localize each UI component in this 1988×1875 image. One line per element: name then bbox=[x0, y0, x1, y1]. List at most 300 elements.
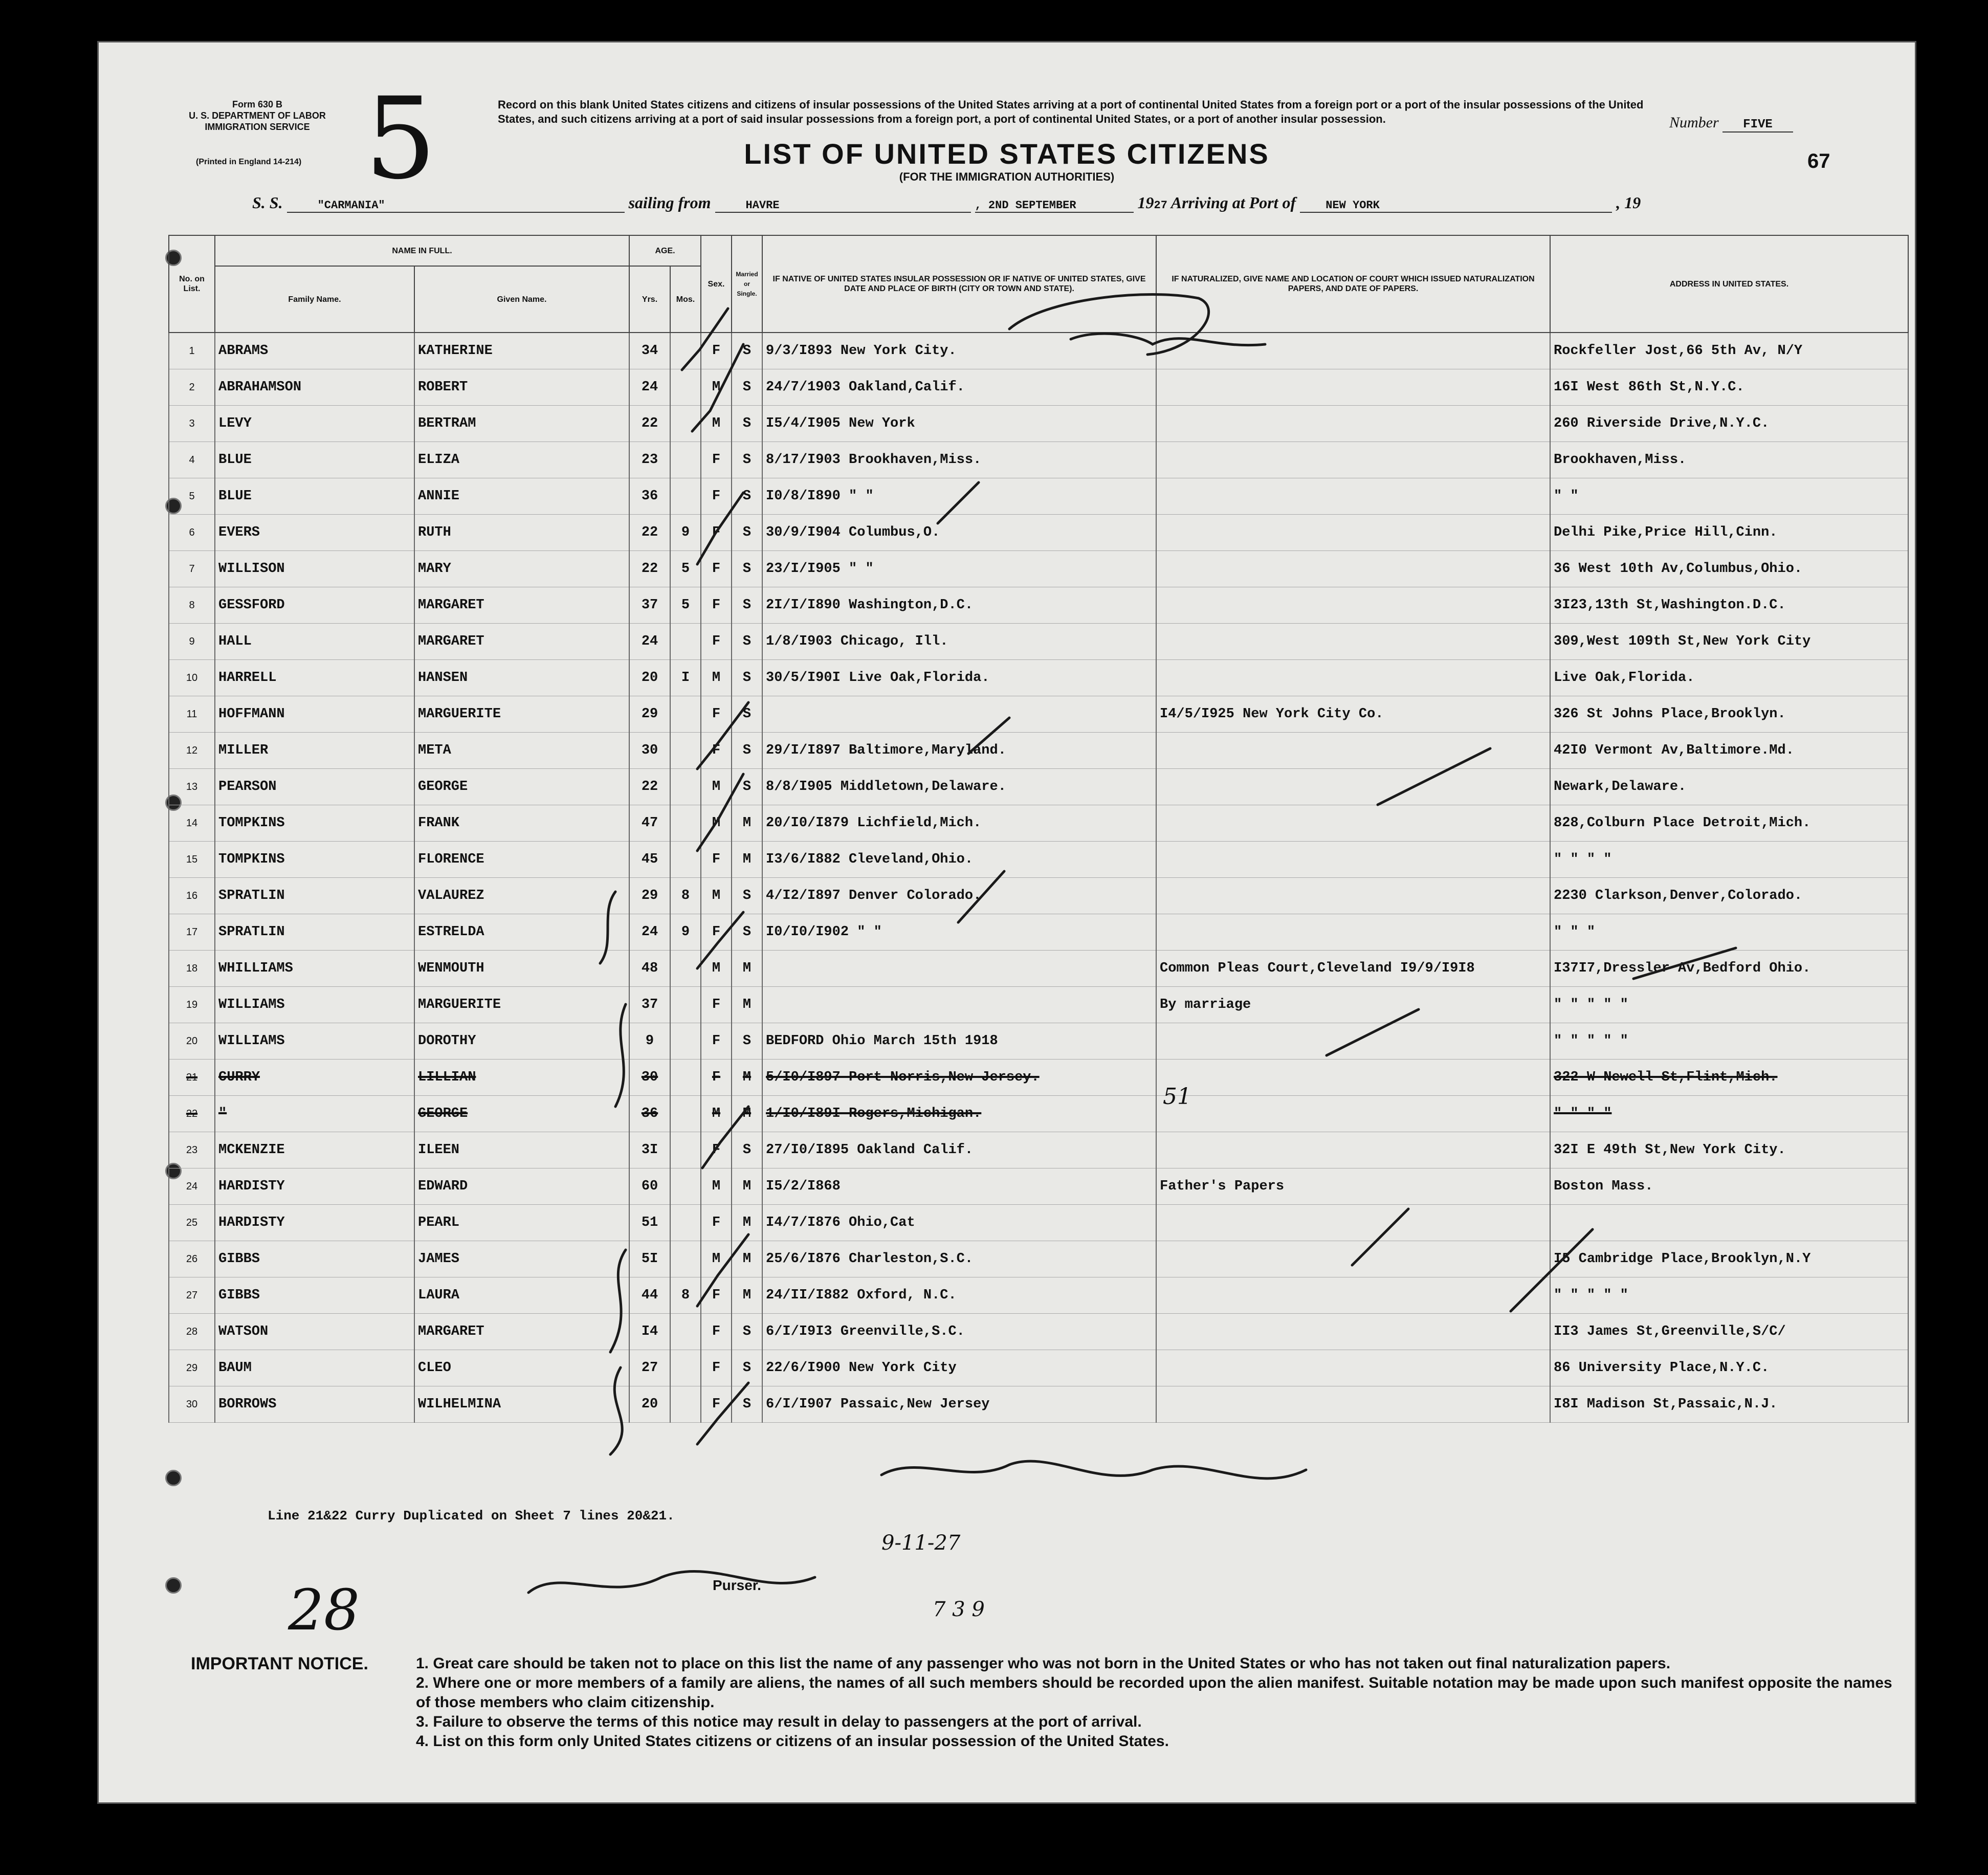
naturalization-info: Father's Papers bbox=[1156, 1168, 1550, 1205]
family-name: WILLIAMS bbox=[215, 1023, 414, 1060]
sex: F bbox=[701, 1350, 732, 1386]
family-name: WILLIAMS bbox=[215, 987, 414, 1023]
row-number: 21 bbox=[169, 1060, 215, 1096]
age-years: 29 bbox=[629, 878, 670, 914]
row-number: 28 bbox=[169, 1314, 215, 1350]
sex: F bbox=[701, 1205, 732, 1241]
check-mark bbox=[958, 871, 1004, 922]
us-address: I8I Madison St,Passaic,N.J. bbox=[1550, 1386, 1908, 1423]
age-years: 37 bbox=[629, 587, 670, 624]
given-name: JAMES bbox=[414, 1241, 629, 1277]
us-address: 326 St Johns Place,Brooklyn. bbox=[1550, 696, 1908, 733]
given-name: RUTH bbox=[414, 515, 629, 551]
given-name: KATHERINE bbox=[414, 333, 629, 369]
family-name: " bbox=[215, 1096, 414, 1132]
year-label: 19 bbox=[1137, 193, 1154, 212]
age-years: 47 bbox=[629, 805, 670, 842]
col-mos: Mos. bbox=[670, 266, 701, 333]
check-mark bbox=[697, 702, 748, 769]
marital-status: S bbox=[732, 551, 762, 587]
age-months: 9 bbox=[670, 914, 701, 951]
family-name: HARDISTY bbox=[215, 1205, 414, 1241]
marital-status: S bbox=[732, 478, 762, 515]
row-number: 19 bbox=[169, 987, 215, 1023]
check-mark bbox=[697, 1234, 748, 1306]
us-address: " " " " " bbox=[1550, 1277, 1908, 1314]
given-name: LAURA bbox=[414, 1277, 629, 1314]
birth-info: 20/I0/I879 Lichfield,Mich. bbox=[762, 805, 1156, 842]
family-name: CURRY bbox=[215, 1060, 414, 1096]
notice-item-3: 3. Failure to observe the terms of this notice may result in delay to passengers at the port of arrival. bbox=[416, 1713, 1142, 1730]
check-mark bbox=[697, 774, 743, 851]
purser-signature bbox=[528, 1571, 815, 1593]
age-years: 36 bbox=[629, 478, 670, 515]
row-number: 20 bbox=[169, 1023, 215, 1060]
scribble bbox=[1071, 334, 1265, 345]
check-mark bbox=[692, 344, 743, 431]
arriving-label: Arriving at Port of bbox=[1170, 193, 1296, 212]
row-number: 17 bbox=[169, 914, 215, 951]
given-name: DOROTHY bbox=[414, 1023, 629, 1060]
ship-name: "CARMANIA" bbox=[287, 199, 625, 213]
family-name: BAUM bbox=[215, 1350, 414, 1386]
given-name: PEARL bbox=[414, 1205, 629, 1241]
handwritten-51: 51 bbox=[1163, 1084, 1191, 1110]
printed-note: (Printed in England 14-214) bbox=[196, 158, 302, 166]
sex: F bbox=[701, 478, 732, 515]
sex: F bbox=[701, 1132, 732, 1168]
row-number: 24 bbox=[169, 1168, 215, 1205]
naturalization-info: Common Pleas Court,Cleveland I9/9/I9I8 bbox=[1156, 951, 1550, 987]
number-label: Number bbox=[1669, 114, 1719, 131]
notice-item-2: 2. Where one or more members of a family are aliens, the names of all such members should be recorded upon the alien manifest. Suitable notation may be made upon such manifest opposite the names of those members who claim citizenship. bbox=[416, 1674, 1892, 1711]
age-years: 45 bbox=[629, 842, 670, 878]
birth-info: 2I/I/I890 Washington,D.C. bbox=[762, 587, 1156, 624]
notice-block bbox=[191, 1654, 1899, 1751]
us-address: " " " " bbox=[1550, 1096, 1908, 1132]
age-years: 51 bbox=[629, 1205, 670, 1241]
given-name: FRANK bbox=[414, 805, 629, 842]
birth-info: 24/7/1903 Oakland,Calif. bbox=[762, 369, 1156, 406]
row-number: 9 bbox=[169, 624, 215, 660]
family-name: HARDISTY bbox=[215, 1168, 414, 1205]
us-address: 86 University Place,N.Y.C. bbox=[1550, 1350, 1908, 1386]
birth-info: 27/I0/I895 Oakland Calif. bbox=[762, 1132, 1156, 1168]
age-years: 22 bbox=[629, 551, 670, 587]
department: U. S. DEPARTMENT OF LABOR bbox=[189, 111, 326, 121]
page-subtitle: (FOR THE IMMIGRATION AUTHORITIES) bbox=[899, 170, 1115, 183]
signature-date: 9-11-27 bbox=[881, 1531, 961, 1555]
marital-status: S bbox=[732, 1023, 762, 1060]
row-number: 2 bbox=[169, 369, 215, 406]
age-years: 24 bbox=[629, 369, 670, 406]
marital-status: M bbox=[732, 987, 762, 1023]
row-number: 16 bbox=[169, 878, 215, 914]
handwriting-overlay bbox=[99, 42, 1915, 1802]
given-name: LILLIAN bbox=[414, 1060, 629, 1096]
sex: M bbox=[701, 406, 732, 442]
check-mark bbox=[682, 308, 728, 370]
family-name: HALL bbox=[215, 624, 414, 660]
marital-status: M bbox=[732, 1060, 762, 1096]
birth-info: 22/6/I900 New York City bbox=[762, 1350, 1156, 1386]
birth-info: I0/8/I890 " " bbox=[762, 478, 1156, 515]
row-number: 1 bbox=[169, 333, 215, 369]
marital-status: S bbox=[732, 696, 762, 733]
scribble bbox=[615, 1004, 626, 1107]
row-number: 23 bbox=[169, 1132, 215, 1168]
sex: M bbox=[701, 1241, 732, 1277]
given-name: HANSEN bbox=[414, 660, 629, 696]
us-address: 32I E 49th St,New York City. bbox=[1550, 1132, 1908, 1168]
col-birth: IF NATIVE OF UNITED STATES INSULAR POSSESSION OR IF NATIVE OF UNITED STATES, GIVE DATE AND PLACE OF BIRTH (CITY OR TOWN AND STATE). bbox=[762, 235, 1156, 333]
check-mark bbox=[697, 912, 743, 968]
page-title: LIST OF UNITED STATES CITIZENS bbox=[744, 138, 1270, 170]
row-number: 18 bbox=[169, 951, 215, 987]
given-name: GEORGE bbox=[414, 769, 629, 805]
age-years: 30 bbox=[629, 733, 670, 769]
purser-label: Purser. bbox=[713, 1577, 761, 1593]
given-name: MARY bbox=[414, 551, 629, 587]
birth-info: I5/2/I868 bbox=[762, 1168, 1156, 1205]
birth-info: 29/I/I897 Baltimore,Maryland. bbox=[762, 733, 1156, 769]
marital-status: M bbox=[732, 1241, 762, 1277]
sex: F bbox=[701, 842, 732, 878]
us-address: 36 West 10th Av,Columbus,Ohio. bbox=[1550, 551, 1908, 587]
marital-status: M bbox=[732, 1096, 762, 1132]
birth-info: 24/II/I882 Oxford, N.C. bbox=[762, 1277, 1156, 1314]
sex: F bbox=[701, 587, 732, 624]
sex: F bbox=[701, 1314, 732, 1350]
age-years: 27 bbox=[629, 1350, 670, 1386]
check-mark bbox=[1327, 1009, 1419, 1055]
marital-status: S bbox=[732, 769, 762, 805]
duplication-note: Line 21&22 Curry Duplicated on Sheet 7 lines 20&21. bbox=[268, 1508, 675, 1524]
birth-info: I5/4/I905 New York bbox=[762, 406, 1156, 442]
sex: M bbox=[701, 1168, 732, 1205]
given-name: MARGARET bbox=[414, 587, 629, 624]
marital-status: M bbox=[732, 951, 762, 987]
age-years: 23 bbox=[629, 442, 670, 478]
age-years: 34 bbox=[629, 333, 670, 369]
ss-label: S. S. bbox=[252, 193, 283, 212]
age-months: I bbox=[670, 660, 701, 696]
given-name: CLEO bbox=[414, 1350, 629, 1386]
naturalization-info: I4/5/I925 New York City Co. bbox=[1156, 696, 1550, 733]
sex: M bbox=[701, 878, 732, 914]
us-address: 309,West 109th St,New York City bbox=[1550, 624, 1908, 660]
family-name: ABRAHAMSON bbox=[215, 369, 414, 406]
col-married: Married or Single. bbox=[732, 235, 762, 333]
row-number: 8 bbox=[169, 587, 215, 624]
birth-info: 25/6/I876 Charleston,S.C. bbox=[762, 1241, 1156, 1277]
row-number: 5 bbox=[169, 478, 215, 515]
row-number: 15 bbox=[169, 842, 215, 878]
marital-status: S bbox=[732, 515, 762, 551]
col-family-name: Family Name. bbox=[215, 266, 414, 333]
us-address: " " " bbox=[1550, 914, 1908, 951]
family-name: PEARSON bbox=[215, 769, 414, 805]
us-address: " " bbox=[1550, 478, 1908, 515]
age-years: 24 bbox=[629, 624, 670, 660]
given-name: ELIZA bbox=[414, 442, 629, 478]
scribble bbox=[600, 892, 615, 963]
given-name: ANNIE bbox=[414, 478, 629, 515]
sex: M bbox=[701, 1096, 732, 1132]
row-number: 14 bbox=[169, 805, 215, 842]
family-name: SPRATLIN bbox=[215, 914, 414, 951]
given-name: GEORGE bbox=[414, 1096, 629, 1132]
family-name: EVERS bbox=[215, 515, 414, 551]
sex: F bbox=[701, 733, 732, 769]
sex: F bbox=[701, 1023, 732, 1060]
col-yrs: Yrs. bbox=[629, 266, 670, 333]
col-sex: Sex. bbox=[701, 235, 732, 333]
given-name: META bbox=[414, 733, 629, 769]
col-given-name: Given Name. bbox=[414, 266, 629, 333]
row-number: 6 bbox=[169, 515, 215, 551]
marital-status: S bbox=[732, 333, 762, 369]
marital-status: M bbox=[732, 1168, 762, 1205]
us-address: Boston Mass. bbox=[1550, 1168, 1908, 1205]
family-name: WATSON bbox=[215, 1314, 414, 1350]
sex: F bbox=[701, 1060, 732, 1096]
family-name: GIBBS bbox=[215, 1277, 414, 1314]
given-name: BERTRAM bbox=[414, 406, 629, 442]
check-mark bbox=[697, 493, 743, 564]
family-name: MCKENZIE bbox=[215, 1132, 414, 1168]
age-months: 8 bbox=[670, 878, 701, 914]
marital-status: S bbox=[732, 624, 762, 660]
marital-status: S bbox=[732, 369, 762, 406]
sex: F bbox=[701, 333, 732, 369]
given-name: ROBERT bbox=[414, 369, 629, 406]
us-address: Delhi Pike,Price Hill,Cinn. bbox=[1550, 515, 1908, 551]
age-years: I4 bbox=[629, 1314, 670, 1350]
marital-status: S bbox=[732, 878, 762, 914]
family-name: BLUE bbox=[215, 442, 414, 478]
row-number: 10 bbox=[169, 660, 215, 696]
sex: F bbox=[701, 987, 732, 1023]
sex: F bbox=[701, 696, 732, 733]
col-naturalized: IF NATURALIZED, GIVE NAME AND LOCATION OF COURT WHICH ISSUED NATURALIZATION PAPERS, AND DATE OF PAPERS. bbox=[1156, 235, 1550, 333]
age-years: 22 bbox=[629, 406, 670, 442]
sex: F bbox=[701, 1277, 732, 1314]
age-years: 9 bbox=[629, 1023, 670, 1060]
age-years: 20 bbox=[629, 660, 670, 696]
check-mark bbox=[697, 1383, 748, 1444]
family-name: WILLISON bbox=[215, 551, 414, 587]
family-name: TOMPKINS bbox=[215, 842, 414, 878]
birth-info: I4/7/I876 Ohio,Cat bbox=[762, 1205, 1156, 1241]
birth-info: 8/8/I905 Middletown,Delaware. bbox=[762, 769, 1156, 805]
sex: F bbox=[701, 442, 732, 478]
row-number: 3 bbox=[169, 406, 215, 442]
number-value: FIVE bbox=[1722, 118, 1793, 133]
col-name-in-full: NAME IN FULL. bbox=[215, 235, 629, 266]
page-number: 67 bbox=[1807, 150, 1830, 172]
sheet-mark: 5 bbox=[365, 73, 436, 204]
check-mark bbox=[702, 1107, 748, 1168]
notice-item-1: 1. Great care should be taken not to place on this list the name of any passenger who was not born in the United States or who has not taken out final naturalization papers. bbox=[416, 1655, 1671, 1672]
row-number: 4 bbox=[169, 442, 215, 478]
marital-status: S bbox=[732, 1314, 762, 1350]
age-months: 8 bbox=[670, 1277, 701, 1314]
age-months: 5 bbox=[670, 587, 701, 624]
check-mark bbox=[1378, 748, 1490, 805]
age-years: 22 bbox=[629, 515, 670, 551]
us-address: Newark,Delaware. bbox=[1550, 769, 1908, 805]
given-name: MARGARET bbox=[414, 624, 629, 660]
given-name: ILEEN bbox=[414, 1132, 629, 1168]
us-address: Brookhaven,Miss. bbox=[1550, 442, 1908, 478]
marital-status: S bbox=[732, 1386, 762, 1423]
marital-status: S bbox=[732, 660, 762, 696]
given-name: ESTRELDA bbox=[414, 914, 629, 951]
row-number: 27 bbox=[169, 1277, 215, 1314]
us-address: Rockfeller Jost,66 5th Av, N/Y bbox=[1550, 333, 1908, 369]
us-address: 828,Colburn Place Detroit,Mich. bbox=[1550, 805, 1908, 842]
birth-info: 4/I2/I897 Denver Colorado. bbox=[762, 878, 1156, 914]
marital-status: S bbox=[732, 1132, 762, 1168]
age-years: 37 bbox=[629, 987, 670, 1023]
family-name: HOFFMANN bbox=[215, 696, 414, 733]
col-address: ADDRESS IN UNITED STATES. bbox=[1550, 235, 1908, 333]
us-address: " " " " " bbox=[1550, 987, 1908, 1023]
marital-status: S bbox=[732, 733, 762, 769]
officer-signature bbox=[881, 1461, 1306, 1479]
age-years: 24 bbox=[629, 914, 670, 951]
birth-info: 30/5/I90I Live Oak,Florida. bbox=[762, 660, 1156, 696]
port-to: NEW YORK bbox=[1300, 199, 1612, 213]
col-no: No. on List. bbox=[169, 235, 215, 333]
service: IMMIGRATION SERVICE bbox=[205, 122, 310, 132]
age-months: 9 bbox=[670, 515, 701, 551]
naturalization-info: By marriage bbox=[1156, 987, 1550, 1023]
row-number: 13 bbox=[169, 769, 215, 805]
notice-items bbox=[416, 1654, 1899, 1751]
marital-status: M bbox=[732, 1277, 762, 1314]
row-number: 25 bbox=[169, 1205, 215, 1241]
sex: F bbox=[701, 1386, 732, 1423]
family-name: GESSFORD bbox=[215, 587, 414, 624]
us-address: 260 Riverside Drive,N.Y.C. bbox=[1550, 406, 1908, 442]
us-address: I5 Cambridge Place,Brooklyn,N.Y bbox=[1550, 1241, 1908, 1277]
given-name: MARGARET bbox=[414, 1314, 629, 1350]
form-number: Form 630 B bbox=[232, 99, 283, 109]
birth-info: 1/I0/I89I Rogers,Michigan. bbox=[762, 1096, 1156, 1132]
age-years: 29 bbox=[629, 696, 670, 733]
marital-status: M bbox=[732, 805, 762, 842]
birth-info: 6/I/I9I3 Greenville,S.C. bbox=[762, 1314, 1156, 1350]
given-name: VALAUREZ bbox=[414, 878, 629, 914]
row-number: 22 bbox=[169, 1096, 215, 1132]
sex: F bbox=[701, 551, 732, 587]
age-years: 20 bbox=[629, 1386, 670, 1423]
birth-info: 23/I/I905 " " bbox=[762, 551, 1156, 587]
given-name: EDWARD bbox=[414, 1168, 629, 1205]
row-number: 29 bbox=[169, 1350, 215, 1386]
sex: M bbox=[701, 769, 732, 805]
row-number: 26 bbox=[169, 1241, 215, 1277]
row-number: 12 bbox=[169, 733, 215, 769]
sailing-label: sailing from bbox=[628, 193, 711, 212]
record-instructions: Record on this blank United States citizens and citizens of insular possessions of the United States arriving at a port of continental United States from a foreign port or a port of the insular possessions of the United States, and such citizens arriving at a port of said insular possessions from a foreign port, a port of continental United States, or a port of another insular possession. bbox=[498, 98, 1644, 125]
sex: F bbox=[701, 624, 732, 660]
birth-info: 5/I0/I897 Port Norris,New Jersey. bbox=[762, 1060, 1156, 1096]
birth-info: BEDFORD Ohio March 15th 1918 bbox=[762, 1023, 1156, 1060]
marital-status: S bbox=[732, 442, 762, 478]
check-mark bbox=[1633, 948, 1736, 979]
col-age: AGE. bbox=[629, 235, 701, 266]
family-name: TOMPKINS bbox=[215, 805, 414, 842]
us-address: 42I0 Vermont Av,Baltimore.Md. bbox=[1550, 733, 1908, 769]
family-name: ABRAMS bbox=[215, 333, 414, 369]
age-years: 22 bbox=[629, 769, 670, 805]
sailing-date: , 2ND SEPTEMBER bbox=[975, 199, 1134, 213]
given-name: FLORENCE bbox=[414, 842, 629, 878]
marital-status: S bbox=[732, 914, 762, 951]
row-number: 11 bbox=[169, 696, 215, 733]
given-name: MARGUERITE bbox=[414, 987, 629, 1023]
year-value: 27 bbox=[1154, 199, 1167, 212]
age-years: 36 bbox=[629, 1096, 670, 1132]
marital-status: M bbox=[732, 842, 762, 878]
check-mark bbox=[1352, 1209, 1408, 1265]
check-mark bbox=[938, 482, 979, 523]
family-name: GIBBS bbox=[215, 1241, 414, 1277]
us-address: 2230 Clarkson,Denver,Colorado. bbox=[1550, 878, 1908, 914]
scribble bbox=[610, 1250, 626, 1352]
age-years: 60 bbox=[629, 1168, 670, 1205]
us-address: II3 James St,Greenville,S/C/ bbox=[1550, 1314, 1908, 1350]
us-address: " " " " " bbox=[1550, 1023, 1908, 1060]
scribble bbox=[1009, 295, 1209, 355]
marital-status: S bbox=[732, 1350, 762, 1386]
manifest-sheet bbox=[97, 41, 1916, 1804]
age-years: 44 bbox=[629, 1277, 670, 1314]
notice-heading: IMPORTANT NOTICE. bbox=[191, 1654, 368, 1673]
age-years: 48 bbox=[629, 951, 670, 987]
row-number: 30 bbox=[169, 1386, 215, 1423]
family-name: LEVY bbox=[215, 406, 414, 442]
family-name: HARRELL bbox=[215, 660, 414, 696]
family-name: MILLER bbox=[215, 733, 414, 769]
marital-status: S bbox=[732, 406, 762, 442]
family-name: BLUE bbox=[215, 478, 414, 515]
family-name: WHILLIAMS bbox=[215, 951, 414, 987]
us-address: 3I23,13th St,Washington.D.C. bbox=[1550, 587, 1908, 624]
sex: M bbox=[701, 805, 732, 842]
margin-note: 7 3 9 bbox=[933, 1598, 985, 1621]
given-name: WILHELMINA bbox=[414, 1386, 629, 1423]
important-notice bbox=[191, 1654, 1899, 1751]
year2-label: , 19 bbox=[1616, 193, 1641, 212]
us-address: I37I7,Dressler Av,Bedford Ohio. bbox=[1550, 951, 1908, 987]
sex: M bbox=[701, 369, 732, 406]
row-number: 7 bbox=[169, 551, 215, 587]
check-mark bbox=[1511, 1229, 1593, 1311]
birth-info: I3/6/I882 Cleveland,Ohio. bbox=[762, 842, 1156, 878]
us-address: 16I West 86th St,N.Y.C. bbox=[1550, 369, 1908, 406]
birth-info: 8/17/I903 Brookhaven,Miss. bbox=[762, 442, 1156, 478]
given-name: MARGUERITE bbox=[414, 696, 629, 733]
age-months: 5 bbox=[670, 551, 701, 587]
age-years: 5I bbox=[629, 1241, 670, 1277]
birth-info: 9/3/I893 New York City. bbox=[762, 333, 1156, 369]
family-name: SPRATLIN bbox=[215, 878, 414, 914]
sex: F bbox=[701, 914, 732, 951]
